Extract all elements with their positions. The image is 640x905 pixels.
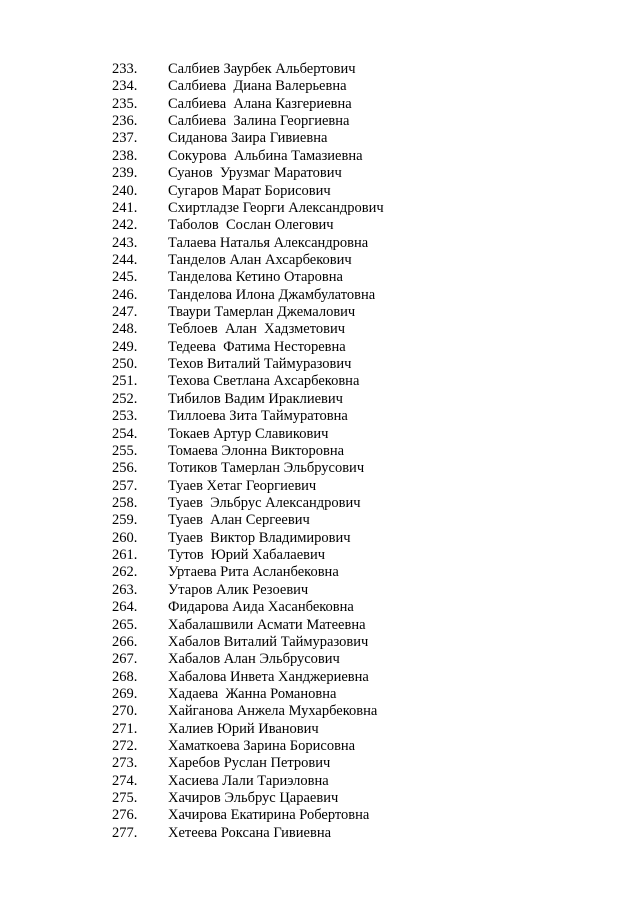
list-item — [0, 165, 640, 182]
item-number: 252. — [112, 390, 138, 407]
list-item — [0, 113, 640, 130]
list-item — [0, 564, 640, 581]
item-number: 271. — [112, 720, 138, 737]
list-item — [0, 703, 640, 720]
item-number: 277. — [112, 824, 138, 841]
item-number: 250. — [112, 356, 138, 373]
item-number: 253. — [112, 408, 138, 425]
list-item — [0, 773, 640, 790]
item-number: 255. — [112, 442, 138, 459]
item-number: 276. — [112, 807, 138, 824]
item-name: Хабалов Виталий Таймуразович — [168, 633, 369, 650]
list-item — [0, 391, 640, 408]
item-number: 268. — [112, 668, 138, 685]
item-name: Тутов Юрий Хабалаевич — [168, 547, 326, 564]
item-name: Туаев Алан Сергеевич — [168, 512, 310, 529]
item-name: Салбиева Алана Казгериевна — [168, 95, 352, 112]
item-name: Сугаров Марат Борисович — [168, 182, 331, 199]
list-item — [0, 478, 640, 495]
item-number: 259. — [112, 512, 138, 529]
item-number: 235. — [112, 95, 138, 112]
item-number: 238. — [112, 147, 138, 164]
item-name: Хадаева Жанна Романовна — [168, 685, 337, 702]
item-number: 260. — [112, 529, 138, 546]
item-number: 239. — [112, 165, 138, 182]
list-item — [0, 495, 640, 512]
list-item — [0, 599, 640, 616]
list-item — [0, 460, 640, 477]
item-number: 265. — [112, 616, 138, 633]
list-item — [0, 530, 640, 547]
list-item — [0, 738, 640, 755]
item-name: Хетеева Роксана Гивиевна — [168, 824, 332, 841]
item-name: Томаева Элонна Викторовна — [168, 442, 345, 459]
item-name: Тедеева Фатима Несторевна — [168, 338, 346, 355]
item-name: Хачиров Эльбрус Цараевич — [168, 790, 339, 807]
list-item — [0, 321, 640, 338]
item-name: Салбиева Диана Валерьевна — [168, 78, 347, 95]
list-item — [0, 356, 640, 373]
item-number: 274. — [112, 772, 138, 789]
item-name: Уртаева Рита Асланбековна — [168, 564, 339, 581]
list-item — [0, 252, 640, 269]
list-item — [0, 304, 640, 321]
list-item — [0, 807, 640, 824]
item-number: 236. — [112, 113, 138, 130]
list-item — [0, 287, 640, 304]
item-name: Тотиков Тамерлан Эльбрусович — [168, 460, 365, 477]
item-number: 251. — [112, 373, 138, 390]
item-name: Техов Виталий Таймуразович — [168, 356, 352, 373]
item-name: Танделова Илона Джамбулатовна — [168, 286, 376, 303]
item-name: Туаев Виктор Владимирович — [168, 529, 351, 546]
item-number: 261. — [112, 547, 138, 564]
item-name: Туаев Эльбрус Александрович — [168, 494, 361, 511]
item-number: 267. — [112, 651, 138, 668]
item-name: Харебов Руслан Петрович — [168, 755, 331, 772]
item-number: 269. — [112, 685, 138, 702]
list-item — [0, 339, 640, 356]
list-item — [0, 148, 640, 165]
list-item — [0, 96, 640, 113]
list-item — [0, 373, 640, 390]
item-number: 241. — [112, 199, 138, 216]
list-item — [0, 408, 640, 425]
item-name: Фидарова Аида Хасанбековна — [168, 599, 354, 616]
item-name: Сиданова Заира Гивиевна — [168, 130, 328, 147]
item-number: 254. — [112, 425, 138, 442]
list-item — [0, 755, 640, 772]
item-number: 248. — [112, 321, 138, 338]
item-number: 249. — [112, 338, 138, 355]
item-name: Салбиева Залина Георгиевна — [168, 113, 350, 130]
numbered-name-list — [0, 61, 640, 842]
item-name: Танделова Кетино Отаровна — [168, 269, 343, 286]
item-name: Хаматкоева Зарина Борисовна — [168, 738, 356, 755]
item-number: 256. — [112, 460, 138, 477]
item-name: Халиев Юрий Иванович — [168, 720, 319, 737]
list-item — [0, 200, 640, 217]
item-number: 243. — [112, 234, 138, 251]
item-number: 258. — [112, 494, 138, 511]
item-number: 237. — [112, 130, 138, 147]
list-item — [0, 130, 640, 147]
item-number: 273. — [112, 755, 138, 772]
item-name: Хабалова Инвета Ханджериевна — [168, 668, 369, 685]
item-name: Хайганова Анжела Мухарбековна — [168, 703, 378, 720]
item-name: Танделов Алан Ахсарбекович — [168, 251, 352, 268]
item-name: Хасиева Лали Тариэловна — [168, 772, 329, 789]
item-number: 263. — [112, 581, 138, 598]
item-number: 270. — [112, 703, 138, 720]
item-name: Салбиев Заурбек Альбертович — [168, 61, 356, 77]
list-item — [0, 235, 640, 252]
item-number: 245. — [112, 269, 138, 286]
list-item — [0, 512, 640, 529]
list-item — [0, 61, 640, 78]
list-item — [0, 269, 640, 286]
item-name: Тибилов Вадим Ираклиевич — [168, 390, 343, 407]
item-name: Техова Светлана Ахсарбековна — [168, 373, 360, 390]
list-item — [0, 790, 640, 807]
item-name: Хабалов Алан Эльбрусович — [168, 651, 340, 668]
list-item — [0, 669, 640, 686]
item-number: 234. — [112, 78, 138, 95]
item-name: Хачирова Екатирина Робертовна — [168, 807, 370, 824]
item-name: Суанов Урузмаг Маратович — [168, 165, 342, 182]
item-number: 247. — [112, 304, 138, 321]
list-item — [0, 617, 640, 634]
list-item — [0, 582, 640, 599]
item-number: 275. — [112, 790, 138, 807]
list-item — [0, 547, 640, 564]
item-name: Токаев Артур Славикович — [168, 425, 329, 442]
item-number: 242. — [112, 217, 138, 234]
list-item — [0, 183, 640, 200]
list-item — [0, 686, 640, 703]
item-number: 264. — [112, 599, 138, 616]
item-number: 257. — [112, 477, 138, 494]
item-name: Утаров Алик Резоевич — [168, 581, 309, 598]
item-name: Талаева Наталья Александровна — [168, 234, 369, 251]
item-name: Туаев Хетаг Георгиевич — [168, 477, 317, 494]
list-item — [0, 443, 640, 460]
item-name: Схиртладзе Георги Александрович — [168, 199, 384, 216]
item-name: Хабалашвили Асмати Матеевна — [168, 616, 366, 633]
item-name: Тиллоева Зита Таймуратовна — [168, 408, 348, 425]
item-name: Таболов Сослан Олегович — [168, 217, 334, 234]
item-name: Тваури Тамерлан Джемалович — [168, 304, 356, 321]
list-item — [0, 825, 640, 842]
item-number: 246. — [112, 286, 138, 303]
item-number: 266. — [112, 633, 138, 650]
list-item — [0, 721, 640, 738]
item-number: 272. — [112, 738, 138, 755]
item-number: 240. — [112, 182, 138, 199]
list-item — [0, 78, 640, 95]
item-name: Теблоев Алан Хадзметович — [168, 321, 345, 338]
list-item — [0, 426, 640, 443]
item-number: 262. — [112, 564, 138, 581]
list-item — [0, 651, 640, 668]
item-name: Сокурова Альбина Тамазиевна — [168, 147, 363, 164]
item-number: 233. — [112, 61, 138, 77]
list-item — [0, 217, 640, 234]
item-number: 244. — [112, 251, 138, 268]
list-item — [0, 634, 640, 651]
